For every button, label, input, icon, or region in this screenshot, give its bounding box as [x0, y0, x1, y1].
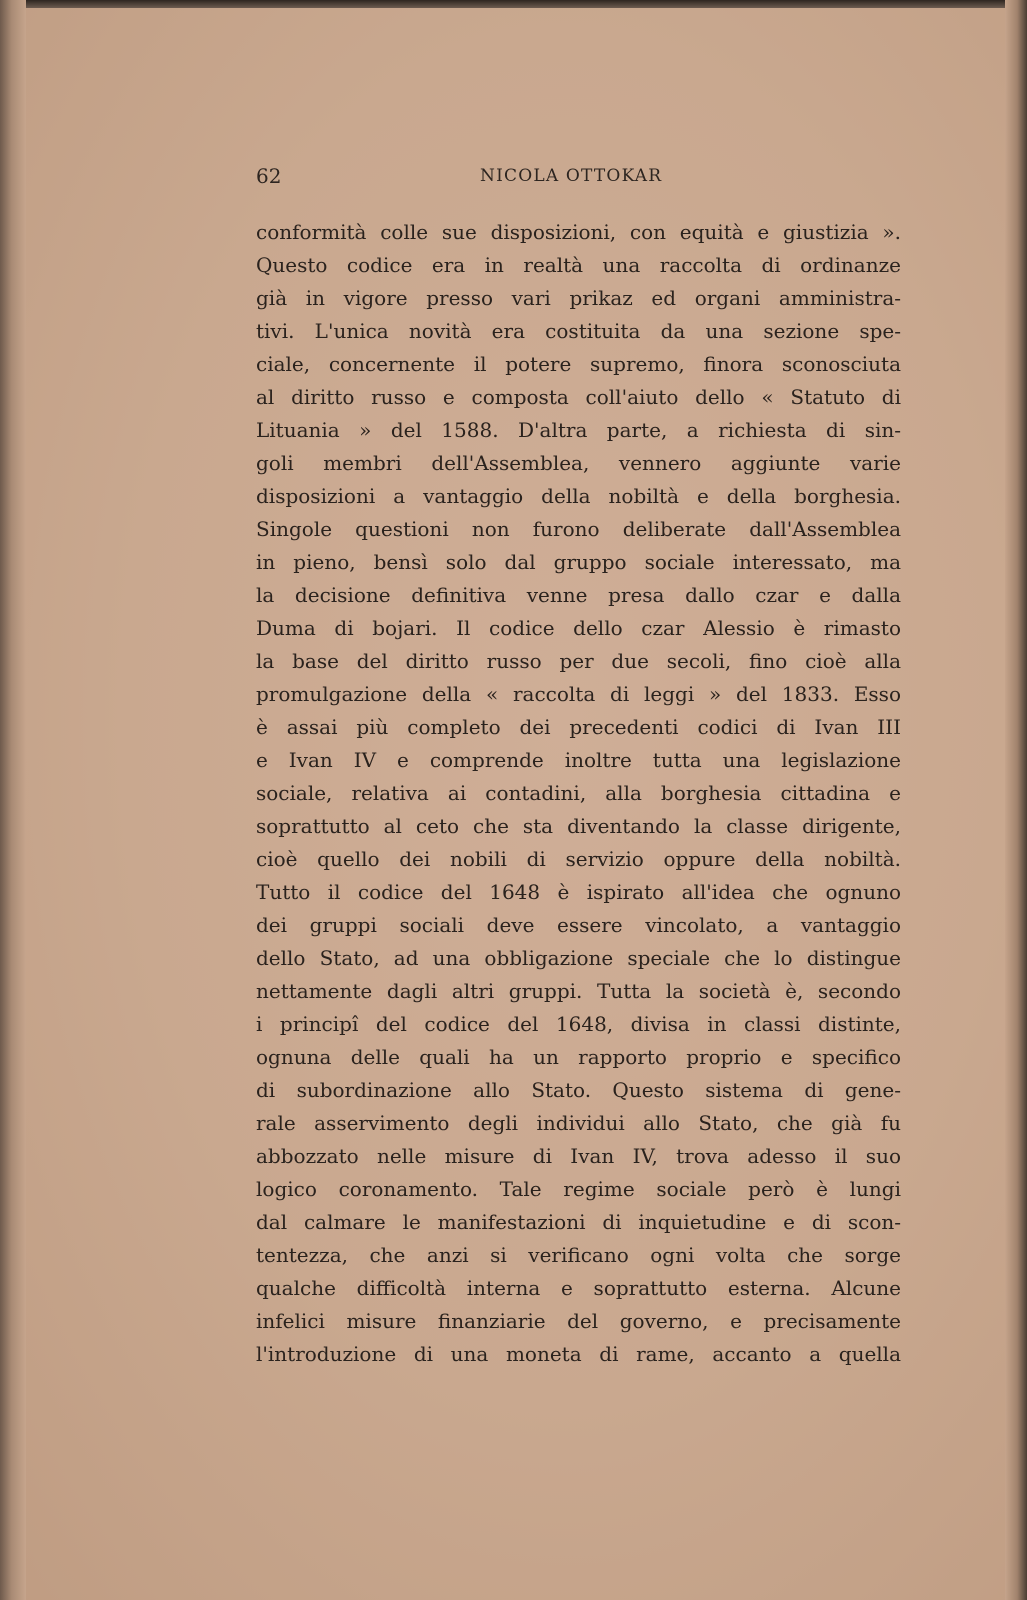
text-line: la decisione definitiva venne presa dallo czar e dalla: [256, 583, 901, 607]
text-line: già in vigore presso vari prikaz ed organi amministra-: [256, 286, 901, 310]
text-line: sociale, relativa ai contadini, alla borghesia cittadina e: [256, 781, 901, 805]
text-line: l'introduzione di una moneta di rame, accanto a quella: [256, 1342, 901, 1366]
text-line: dello Stato, ad una obbligazione speciale che lo distingue: [256, 946, 901, 970]
text-line: tentezza, che anzi si verificano ogni volta che sorge: [256, 1243, 901, 1267]
text-line: al diritto russo e composta coll'aiuto dello « Statuto di: [256, 385, 901, 409]
text-line: nettamente dagli altri gruppi. Tutta la società è, secondo: [256, 979, 901, 1003]
text-line: dal calmare le manifestazioni di inquietudine e di scon-: [256, 1210, 901, 1234]
page-right-edge: [1005, 0, 1027, 1600]
page-header: [256, 162, 676, 190]
text-line: infelici misure finanziarie del governo, e precisamente: [256, 1309, 901, 1333]
text-line: abbozzato nelle misure di Ivan IV, trova adesso il suo: [256, 1144, 901, 1168]
page-top-edge: [0, 0, 1027, 8]
page-number: 62: [256, 164, 282, 188]
text-line: cioè quello dei nobili di servizio oppure della nobiltà.: [256, 847, 901, 871]
text-line: e Ivan IV e comprende inoltre tutta una legislazione: [256, 748, 901, 772]
text-line: disposizioni a vantaggio della nobiltà e della borghesia.: [256, 484, 901, 508]
text-line: di subordinazione allo Stato. Questo sistema di gene-: [256, 1078, 901, 1102]
text-line: Duma di bojari. Il codice dello czar Alessio è rimasto: [256, 616, 901, 640]
text-line: soprattutto al ceto che sta diventando la classe dirigente,: [256, 814, 901, 838]
text-line: i principî del codice del 1648, divisa in classi distinte,: [256, 1012, 901, 1036]
text-line: in pieno, bensì solo dal gruppo sociale interessato, ma: [256, 550, 901, 574]
text-line: ognuna delle quali ha un rapporto proprio e specifico: [256, 1045, 901, 1069]
running-head: NICOLA OTTOKAR: [480, 166, 663, 186]
body-text: [256, 216, 901, 1371]
text-line: ciale, concernente il potere supremo, finora sconosciuta: [256, 352, 901, 376]
text-line: Tutto il codice del 1648 è ispirato all'idea che ognuno: [256, 880, 901, 904]
text-line: Lituania » del 1588. D'altra parte, a richiesta di sin-: [256, 418, 901, 442]
text-line: logico coronamento. Tale regime sociale però è lungi: [256, 1177, 901, 1201]
text-line: goli membri dell'Assemblea, vennero aggiunte varie: [256, 451, 901, 475]
text-line: rale asservimento degli individui allo Stato, che già fu: [256, 1111, 901, 1135]
text-line: promulgazione della « raccolta di leggi » del 1833. Esso: [256, 682, 901, 706]
text-line: qualche difficoltà interna e soprattutto esterna. Alcune: [256, 1276, 901, 1300]
text-line: dei gruppi sociali deve essere vincolato, a vantaggio: [256, 913, 901, 937]
text-line: è assai più completo dei precedenti codici di Ivan III: [256, 715, 901, 739]
text-line: la base del diritto russo per due secoli, fino cioè alla: [256, 649, 901, 673]
page-left-edge: [0, 0, 26, 1600]
text-line: Singole questioni non furono deliberate dall'Assemblea: [256, 517, 901, 541]
text-line: Questo codice era in realtà una raccolta di ordinanze: [256, 253, 901, 277]
text-line: tivi. L'unica novità era costituita da una sezione spe-: [256, 319, 901, 343]
text-line: conformità colle sue disposizioni, con equità e giustizia ».: [256, 220, 901, 244]
